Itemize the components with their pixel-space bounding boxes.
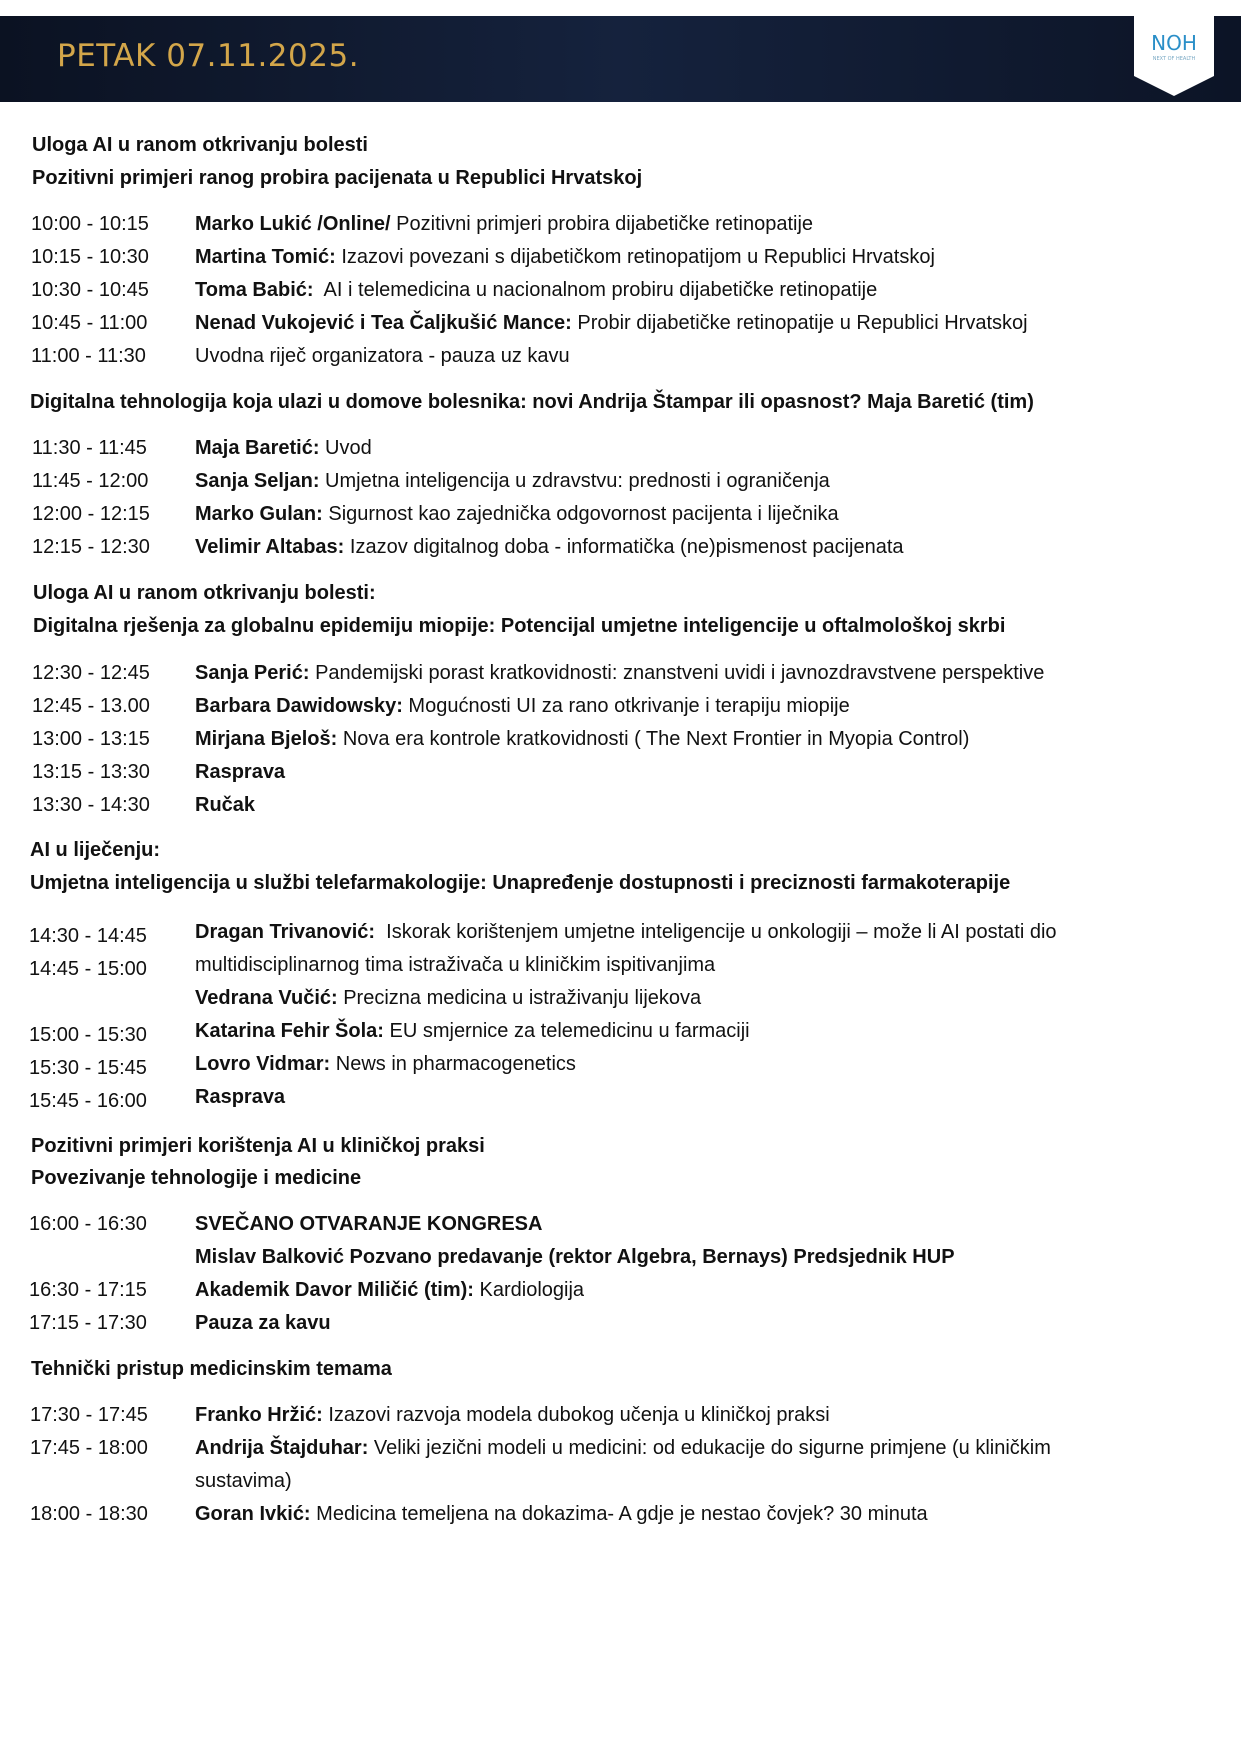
topic: Pandemijski porast kratkovidnosti: znanstveni uvidi i javnozdravstvene perspektive bbox=[309, 662, 1045, 684]
session bbox=[195, 657, 1044, 690]
speaker: Sanja Perić: bbox=[195, 662, 310, 684]
speaker: Goran Ivkić: bbox=[195, 1503, 311, 1525]
session bbox=[195, 756, 285, 789]
logo-subtext: NEXT OF HEALTH bbox=[1152, 56, 1196, 62]
section-heading: Digitalna tehnologija koja ulazi u domove bolesnika: novi Andrija Štampar ili opasnost? Maja Baretić (tim) bbox=[30, 391, 1034, 413]
speaker: Marko Gulan: bbox=[195, 503, 323, 525]
speaker: SVEČANO OTVARANJE KONGRESA bbox=[195, 1213, 543, 1235]
session bbox=[195, 274, 877, 307]
topic: News in pharmacogenetics bbox=[330, 1053, 576, 1075]
speaker: Vedrana Vučić: bbox=[195, 987, 338, 1009]
session bbox=[195, 789, 255, 822]
topic: Uvodna riječ organizatora - pauza uz kavu bbox=[195, 345, 570, 367]
time-slot: 11:30 - 11:45 bbox=[32, 437, 147, 459]
session bbox=[195, 1015, 750, 1048]
time-slot: 13:00 - 13:15 bbox=[32, 728, 150, 750]
section-subheading: Umjetna inteligencija u službi telefarmakologije: Unapređenje dostupnosti i preciznosti farmakoterapije bbox=[30, 872, 1011, 894]
time-slot: 10:45 - 11:00 bbox=[31, 312, 148, 334]
speaker: Lovro Vidmar: bbox=[195, 1053, 331, 1075]
session bbox=[195, 432, 372, 465]
speaker: Dragan Trivanović: bbox=[195, 921, 376, 943]
time-slot: 14:45 - 15:00 bbox=[29, 958, 147, 980]
session bbox=[195, 1307, 331, 1340]
time-slot: 14:30 - 14:45 bbox=[29, 925, 147, 947]
time-slot: 12:15 - 12:30 bbox=[32, 536, 150, 558]
time-slot: 15:45 - 16:00 bbox=[29, 1090, 147, 1112]
time-slot: 15:30 - 15:45 bbox=[29, 1057, 147, 1079]
time-slot: 16:00 - 16:30 bbox=[29, 1213, 147, 1235]
noh-logo bbox=[1134, 16, 1214, 96]
time-slot: 13:15 - 13:30 bbox=[32, 761, 150, 783]
session bbox=[195, 916, 1057, 949]
speaker: Nenad Vukojević i Tea Čaljkušić Mance: bbox=[195, 312, 572, 334]
time-slot: 16:30 - 17:15 bbox=[29, 1279, 147, 1301]
session bbox=[195, 1432, 1051, 1465]
topic: Veliki jezični modeli u medicini: od edukacije do sigurne primjene (u kliničkim bbox=[368, 1437, 1051, 1459]
time-slot: 10:30 - 10:45 bbox=[31, 279, 149, 301]
session bbox=[195, 340, 570, 373]
topic: Kardiologija bbox=[473, 1279, 585, 1301]
topic: Pozitivni primjeri probira dijabetičke retinopatije bbox=[390, 213, 814, 235]
topic: Sigurnost kao zajednička odgovornost pacijenta i liječnika bbox=[322, 503, 839, 525]
speaker: Barbara Dawidowsky: bbox=[195, 695, 403, 717]
section-heading: Uloga AI u ranom otkrivanju bolesti: bbox=[33, 582, 376, 604]
session bbox=[195, 690, 850, 723]
session bbox=[195, 1465, 292, 1498]
session bbox=[195, 949, 715, 982]
speaker: Rasprava bbox=[195, 1086, 286, 1108]
session bbox=[195, 208, 813, 241]
section-heading: Uloga AI u ranom otkrivanju bolesti bbox=[32, 134, 368, 156]
speaker: Mirjana Bjeloš: bbox=[195, 728, 338, 750]
topic: Medicina temeljena na dokazima- A gdje je nestao čovjek? 30 minuta bbox=[310, 1503, 928, 1525]
session bbox=[195, 1048, 576, 1081]
topic: Izazovi povezani s dijabetičkom retinopatijom u Republici Hrvatskoj bbox=[335, 246, 935, 268]
speaker: Rasprava bbox=[195, 761, 286, 783]
speaker: Velimir Altabas: bbox=[195, 536, 345, 558]
time-slot: 12:45 - 13.00 bbox=[32, 695, 150, 717]
session bbox=[195, 531, 904, 564]
topic: Iskorak korištenjem umjetne inteligencije u onkologiji – može li AI postati dio bbox=[375, 921, 1057, 943]
topic: Uvod bbox=[319, 437, 372, 459]
speaker: Akademik Davor Miličić (tim): bbox=[195, 1279, 474, 1301]
time-slot: 12:30 - 12:45 bbox=[32, 662, 150, 684]
session bbox=[195, 241, 935, 274]
session bbox=[195, 465, 830, 498]
session bbox=[195, 1498, 928, 1531]
speaker: Mislav Balković Pozvano predavanje (rektor Algebra, Bernays) Predsjednik HUP bbox=[195, 1246, 955, 1268]
session bbox=[195, 307, 1028, 340]
speaker: Toma Babić: bbox=[195, 279, 314, 301]
section-subheading: Pozitivni primjeri ranog probira pacijenata u Republici Hrvatskoj bbox=[32, 167, 643, 189]
page-title: PETAK 07.11.2025. bbox=[57, 38, 360, 74]
section-heading: AI u liječenju: bbox=[30, 839, 161, 861]
section-heading: Tehnički pristup medicinskim temama bbox=[31, 1358, 392, 1380]
topic: Izazov digitalnog doba - informatička (ne)pismenost pacijenata bbox=[344, 536, 904, 558]
time-slot: 12:00 - 12:15 bbox=[32, 503, 150, 525]
time-slot: 17:30 - 17:45 bbox=[30, 1404, 148, 1426]
session bbox=[195, 498, 839, 531]
speaker: Sanja Seljan: bbox=[195, 470, 320, 492]
topic: Nova era kontrole kratkovidnosti ( The Next Frontier in Myopia Control) bbox=[337, 728, 970, 750]
topic: EU smjernice za telemedicinu u farmaciji bbox=[383, 1020, 750, 1042]
session bbox=[195, 723, 969, 756]
session bbox=[195, 1399, 830, 1432]
time-slot: 17:45 - 18:00 bbox=[30, 1437, 148, 1459]
topic: multidisciplinarnog tima istraživača u kliničkim ispitivanjima bbox=[195, 954, 716, 976]
session bbox=[195, 1274, 584, 1307]
topic: Umjetna inteligencija u zdravstvu: prednosti i ograničenja bbox=[319, 470, 830, 492]
speaker: Ručak bbox=[195, 794, 256, 816]
time-slot: 18:00 - 18:30 bbox=[30, 1503, 148, 1525]
topic: AI i telemedicina u nacionalnom probiru dijabetičke retinopatije bbox=[313, 279, 878, 301]
session bbox=[195, 1081, 285, 1114]
speaker: Katarina Fehir Šola: bbox=[195, 1020, 384, 1042]
time-slot: 15:00 - 15:30 bbox=[29, 1024, 147, 1046]
page-header bbox=[0, 16, 1241, 102]
topic: Probir dijabetičke retinopatije u Republici Hrvatskoj bbox=[571, 312, 1028, 334]
time-slot: 10:15 - 10:30 bbox=[31, 246, 149, 268]
section-subheading: Digitalna rješenja za globalnu epidemiju miopije: Potencijal umjetne inteligencije u oftalmološkoj skrbi bbox=[33, 615, 1006, 637]
section-subheading: Povezivanje tehnologije i medicine bbox=[31, 1167, 362, 1189]
time-slot: 17:15 - 17:30 bbox=[29, 1312, 147, 1334]
topic: Mogućnosti UI za rano otkrivanje i terapiju miopije bbox=[402, 695, 850, 717]
section-heading: Pozitivni primjeri korištenja AI u kliničkoj praksi bbox=[31, 1135, 485, 1157]
time-slot: 11:45 - 12:00 bbox=[32, 470, 149, 492]
time-slot: 13:30 - 14:30 bbox=[32, 794, 150, 816]
topic: sustavima) bbox=[195, 1470, 292, 1492]
speaker: Martina Tomić: bbox=[195, 246, 336, 268]
session bbox=[195, 1241, 955, 1274]
speaker: Andrija Štajduhar: bbox=[195, 1437, 369, 1459]
logo-text: NOH bbox=[1151, 31, 1197, 55]
time-slot: 11:00 - 11:30 bbox=[31, 345, 146, 367]
speaker: Marko Lukić /Online/ bbox=[195, 213, 391, 235]
speaker: Maja Baretić: bbox=[195, 437, 320, 459]
speaker: Pauza za kavu bbox=[195, 1312, 331, 1334]
topic: Precizna medicina u istraživanju lijekova bbox=[337, 987, 702, 1009]
session bbox=[195, 1208, 542, 1241]
topic: Izazovi razvoja modela dubokog učenja u kliničkoj praksi bbox=[322, 1404, 830, 1426]
session bbox=[195, 982, 701, 1015]
speaker: Franko Hržić: bbox=[195, 1404, 323, 1426]
time-slot: 10:00 - 10:15 bbox=[31, 213, 149, 235]
